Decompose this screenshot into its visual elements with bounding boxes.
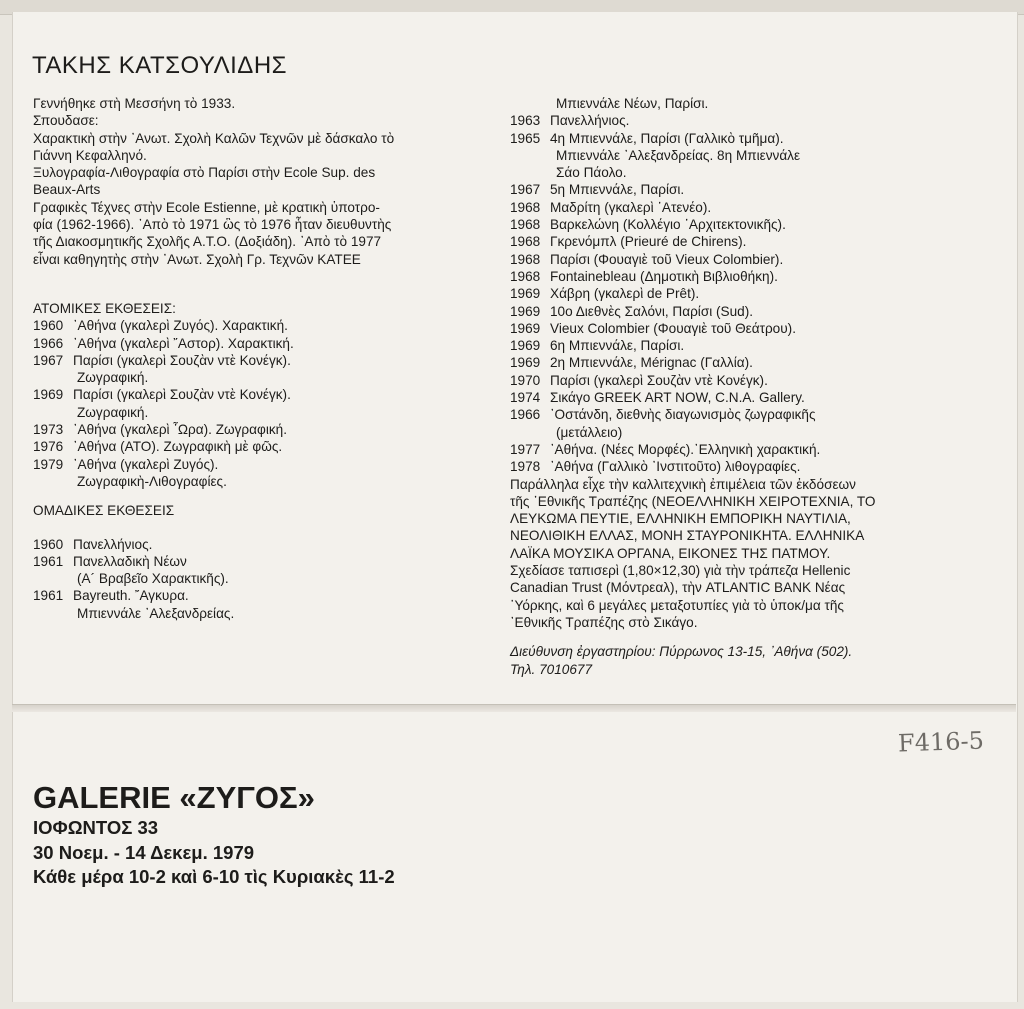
editions-paragraph: [510, 476, 876, 632]
bio-line: Χαρακτικὴ στὴν ᾿Ανωτ. Σχολὴ Καλῶν Τεχνῶν μὲ δάσκαλο τὸ: [33, 130, 395, 146]
editions-line: Canadian Trust (Μόντρεαλ), τὴν ATLANTIC BANK Νέας: [510, 580, 846, 596]
exhibition-year: 1973: [33, 422, 64, 438]
bio-line: Beaux-Arts: [33, 182, 101, 198]
exhibition-row: [33, 404, 394, 421]
exhibition-text: (Α´ Βραβεῖο Χαρακτικῆς).: [77, 571, 229, 587]
exhibition-text: ᾿Αθήνα (γκαλερὶ Ζυγός).: [73, 456, 219, 472]
exhibition-year: 1969: [510, 320, 541, 336]
exhibition-text: 5η Μπιεννάλε, Παρίσι.: [550, 182, 685, 198]
editions-line: τῆς ᾿Εθνικῆς Τραπέζης (ΝΕΟΕΛΛΗΝΙΚΗ ΧΕΙΡΟΤΕΧΝΙΑ, ΤΟ: [510, 493, 876, 509]
editions-line: ῾Υόρκης, καὶ 6 μεγάλες μεταξοτυπίες γιὰ τὸ ὑποκ/μα τῆς: [510, 597, 844, 613]
gallery-info: [33, 780, 395, 890]
bio-line: Γιάννη Κεφαλληνό.: [33, 147, 147, 163]
exhibition-row: [510, 389, 876, 406]
exhibition-text: Πανελλήνιος.: [73, 536, 153, 552]
solo-exhibitions-list: [33, 317, 394, 490]
exhibition-text: ᾿Αθήνα (ΑΤΟ). Ζωγραφικὴ μὲ φῶς.: [73, 439, 283, 455]
exhibition-row: [510, 112, 876, 129]
exhibition-row: [510, 354, 876, 371]
exhibition-text: Μπιεννάλε ᾿Αλεξανδρείας. 8η Μπιεννάλε: [556, 147, 801, 163]
exhibition-text: Βαρκελώνη (Κολλέγιο ᾿Αρχιτεκτονικῆς).: [550, 217, 786, 233]
group-exhibitions-list: [33, 536, 394, 622]
exhibition-year: 1969: [510, 355, 541, 371]
bio-line: Γραφικὲς Τέχνες στὴν Ecole Estienne, μὲ κρατικὴ ὑποτρο-: [33, 199, 380, 215]
studio-phone: Τηλ. 7010677: [510, 661, 593, 677]
exhibition-year: 1970: [510, 372, 541, 388]
exhibition-text: Παρίσι (Φουαγιὲ τοῦ Vieux Colombier).: [550, 251, 784, 267]
exhibition-row: [33, 369, 394, 386]
exhibition-year: 1977: [510, 441, 541, 457]
exhibition-row: [33, 421, 394, 438]
exhibition-row: [510, 130, 876, 147]
bio-line: φία (1962-1966). ᾿Απὸ τὸ 1971 ὣς τὸ 1976 ἦταν διευθυντὴς: [33, 217, 392, 233]
exhibition-row: [510, 337, 876, 354]
exhibition-year: 1960: [33, 536, 64, 552]
exhibition-text: ᾿Αθήνα (Γαλλικὸ ᾿Ινστιτοῦτο) λιθογραφίες.: [550, 459, 801, 475]
exhibition-text: Vieux Colombier (Φουαγιὲ τοῦ Θεάτρου).: [550, 320, 796, 336]
studio-address: Διεύθυνση ἐργαστηρίου: Πύρρωνος 13-15, ᾿Αθήνα (502).: [510, 644, 853, 660]
bio-line: Σπουδασε:: [33, 113, 99, 129]
editions-line: ΝΕΟΛΙΘΙΚΗ ΕΛΛΑΣ, ΜΟΝΗ ΣΤΑΥΡΟΝΙΚΗΤΑ. ΕΛΛΗΝΙΚΑ: [510, 528, 865, 544]
exhibition-text: ᾿Αθήνα. (Νέες Μορφές).᾿Ελληνικὴ χαρακτική.: [550, 441, 821, 457]
right-column: [510, 95, 876, 678]
exhibition-row: [510, 424, 876, 441]
group-exhibitions-list-continued: [510, 95, 876, 476]
exhibition-year: 1961: [33, 588, 64, 604]
exhibition-year: 1966: [33, 335, 64, 351]
exhibition-text: Παρίσι (γκαλερὶ Σουζὰν ντὲ Κονέγκ).: [550, 372, 768, 388]
handwritten-note: F416-5: [897, 726, 985, 758]
exhibition-row: [510, 285, 876, 302]
exhibition-year: 1979: [33, 456, 64, 472]
left-column: [33, 95, 394, 622]
exhibition-year: 1968: [510, 251, 541, 267]
exhibition-text: Ζωγραφική.: [77, 404, 149, 420]
exhibition-row: [33, 386, 394, 403]
exhibition-year: 1976: [33, 439, 64, 455]
exhibition-text: Σικάγο GREEK ART NOW, C.N.A. Gallery.: [550, 390, 805, 406]
exhibition-dates: 30 Νοεμ. - 14 Δεκεμ. 1979: [33, 841, 255, 863]
gallery-street: ΙΟΦΩΝΤΟΣ 33: [33, 817, 159, 838]
biography: [33, 95, 394, 268]
exhibition-year: 1968: [510, 199, 541, 215]
exhibition-year: 1967: [510, 182, 541, 198]
bio-line: τῆς Διακοσμητικῆς Σχολῆς Α.Τ.Ο. (Δοξιάδη). ᾿Απὸ τὸ 1977: [33, 234, 382, 250]
exhibition-row: [510, 268, 876, 285]
exhibition-row: [510, 458, 876, 475]
exhibition-row: [510, 164, 876, 181]
exhibition-text: Fontainebleau (Δημοτικὴ Βιβλιοθήκη).: [550, 268, 778, 284]
exhibition-row: [510, 441, 876, 458]
exhibition-row: [510, 181, 876, 198]
exhibition-year: 1961: [33, 553, 64, 569]
exhibition-row: [33, 536, 394, 553]
exhibition-text: Ζωγραφικὴ-Λιθογραφίες.: [77, 473, 227, 489]
exhibition-row: [510, 216, 876, 233]
group-exhibitions-heading: ΟΜΑΔΙΚΕΣ ΕΚΘΕΣΕΙΣ: [33, 503, 175, 519]
exhibition-row: [510, 95, 876, 112]
exhibition-text: Πανελλήνιος.: [550, 113, 630, 129]
exhibition-row: [33, 553, 394, 570]
exhibition-year: 1968: [510, 234, 541, 250]
exhibition-row: [510, 372, 876, 389]
editions-line: Παράλληλα εἶχε τὴν καλλιτεχνικὴ ἐπιμέλεια τῶν ἐκδόσεων: [510, 476, 856, 492]
exhibition-row: [510, 303, 876, 320]
bio-line: εἶναι καθηγητὴς στὴν ᾿Ανωτ. Σχολὴ Γρ. Τεχνῶν ΚΑΤΕΕ: [33, 251, 361, 267]
editions-line: ᾿Εθνικῆς Τραπέζης στὸ Σικάγο.: [510, 614, 698, 630]
exhibition-year: 1967: [33, 352, 64, 368]
exhibition-text: ᾿Αθήνα (γκαλερὶ ῟Ωρα). Ζωγραφική.: [73, 422, 287, 438]
exhibition-row: [33, 438, 394, 455]
exhibition-text: Παρίσι (γκαλερὶ Σουζὰν ντὲ Κονέγκ).: [73, 352, 291, 368]
exhibition-row: [510, 199, 876, 216]
exhibition-text: Χάβρη (γκαλερὶ de Prêt).: [550, 286, 700, 302]
exhibition-text: Σάο Πάολο.: [556, 165, 627, 181]
exhibition-text: Ζωγραφική.: [77, 370, 149, 386]
exhibition-text: Παρίσι (γκαλερὶ Σουζὰν ντὲ Κονέγκ).: [73, 387, 291, 403]
exhibition-text: ᾿Αθήνα (γκαλερὶ ῎Αστορ). Χαρακτική.: [73, 335, 294, 351]
exhibition-row: [33, 317, 394, 334]
exhibition-row: [510, 233, 876, 250]
exhibition-text: Γκρενόμπλ (Prieuré de Chirens).: [550, 234, 747, 250]
exhibition-row: [510, 251, 876, 268]
exhibition-text: 4η Μπιεννάλε, Παρίσι (Γαλλικὸ τμῆμα).: [550, 130, 784, 146]
exhibition-year: 1969: [510, 286, 541, 302]
exhibition-year: 1969: [33, 387, 64, 403]
editions-line: Σχεδίασε ταπισερὶ (1,80×12,30) γιὰ τὴν τράπεζα Hellenic: [510, 563, 851, 579]
exhibition-row: [33, 605, 394, 622]
artist-name: ΤΑΚΗΣ ΚΑΤΣΟΥΛΙΔΗΣ: [32, 52, 287, 79]
exhibition-row: [33, 456, 394, 473]
solo-exhibitions-heading: ΑΤΟΜΙΚΕΣ ΕΚΘΕΣΕΙΣ:: [33, 300, 176, 316]
exhibition-year: 1968: [510, 268, 541, 284]
exhibition-row: [33, 473, 394, 490]
exhibition-text: Μαδρίτη (γκαλερὶ ᾿Ατενέο).: [550, 199, 712, 215]
exhibition-year: 1960: [33, 318, 64, 334]
exhibition-text: 2η Μπιεννάλε, Mérignac (Γαλλία).: [550, 355, 753, 371]
opening-hours: Κάθε μέρα 10-2 καὶ 6-10 τὶς Κυριακὲς 11-2: [33, 866, 395, 887]
exhibition-year: 1978: [510, 459, 541, 475]
exhibition-text: ᾿Αθήνα (γκαλερὶ Ζυγός). Χαρακτική.: [73, 318, 288, 334]
exhibition-row: [510, 147, 876, 164]
exhibition-year: 1968: [510, 217, 541, 233]
exhibition-year: 1969: [510, 338, 541, 354]
exhibition-text: Μπιεννάλε Νέων, Παρίσι.: [556, 96, 709, 111]
exhibition-row: [33, 352, 394, 369]
exhibition-row: [510, 406, 876, 423]
exhibition-text: ᾿Οστάνδη, διεθνὴς διαγωνισμὸς ζωγραφικῆς: [550, 407, 816, 423]
editions-line: ΛΑΪΚΑ ΜΟΥΣΙΚΑ ΟΡΓΑΝΑ, ΕΙΚΟΝΕΣ ΤΗΣ ΠΑΤΜΟΥ.: [510, 545, 831, 561]
exhibition-text: Πανελλαδικὴ Νέων: [73, 553, 187, 569]
exhibition-year: 1963: [510, 113, 541, 129]
exhibition-text: (μετάλλειο): [556, 424, 623, 440]
exhibition-year: 1974: [510, 390, 541, 406]
exhibition-year: 1965: [510, 130, 541, 146]
exhibition-text: Μπιεννάλε ᾿Αλεξανδρείας.: [77, 605, 235, 621]
editions-line: ΛΕΥΚΩΜΑ ΠΕΥΤΙΕ, ΕΛΛΗΝΙΚΗ ΕΜΠΟΡΙΚΗ ΝΑΥΤΙΛΙΑ,: [510, 511, 851, 527]
exhibition-row: [33, 587, 394, 604]
exhibition-text: Bayreuth. ῎Αγκυρα.: [73, 588, 189, 604]
exhibition-text: 10ο Διεθνὲς Σαλόνι, Παρίσι (Sud).: [550, 303, 754, 319]
bio-line: Γεννήθηκε στὴ Μεσσήνη τὸ 1933.: [33, 96, 236, 111]
exhibition-text: 6η Μπιεννάλε, Παρίσι.: [550, 338, 685, 354]
exhibition-row: [33, 335, 394, 352]
gallery-name: GALERIE «ΖΥΓΟΣ»: [33, 780, 315, 815]
exhibition-row: [33, 570, 394, 587]
bio-line: Ξυλογραφία-Λιθογραφία στὸ Παρίσι στὴν Ecole Sup. des: [33, 165, 376, 181]
fold-line: [12, 704, 1016, 712]
exhibition-year: 1966: [510, 407, 541, 423]
exhibition-year: 1969: [510, 303, 541, 319]
exhibition-row: [510, 320, 876, 337]
